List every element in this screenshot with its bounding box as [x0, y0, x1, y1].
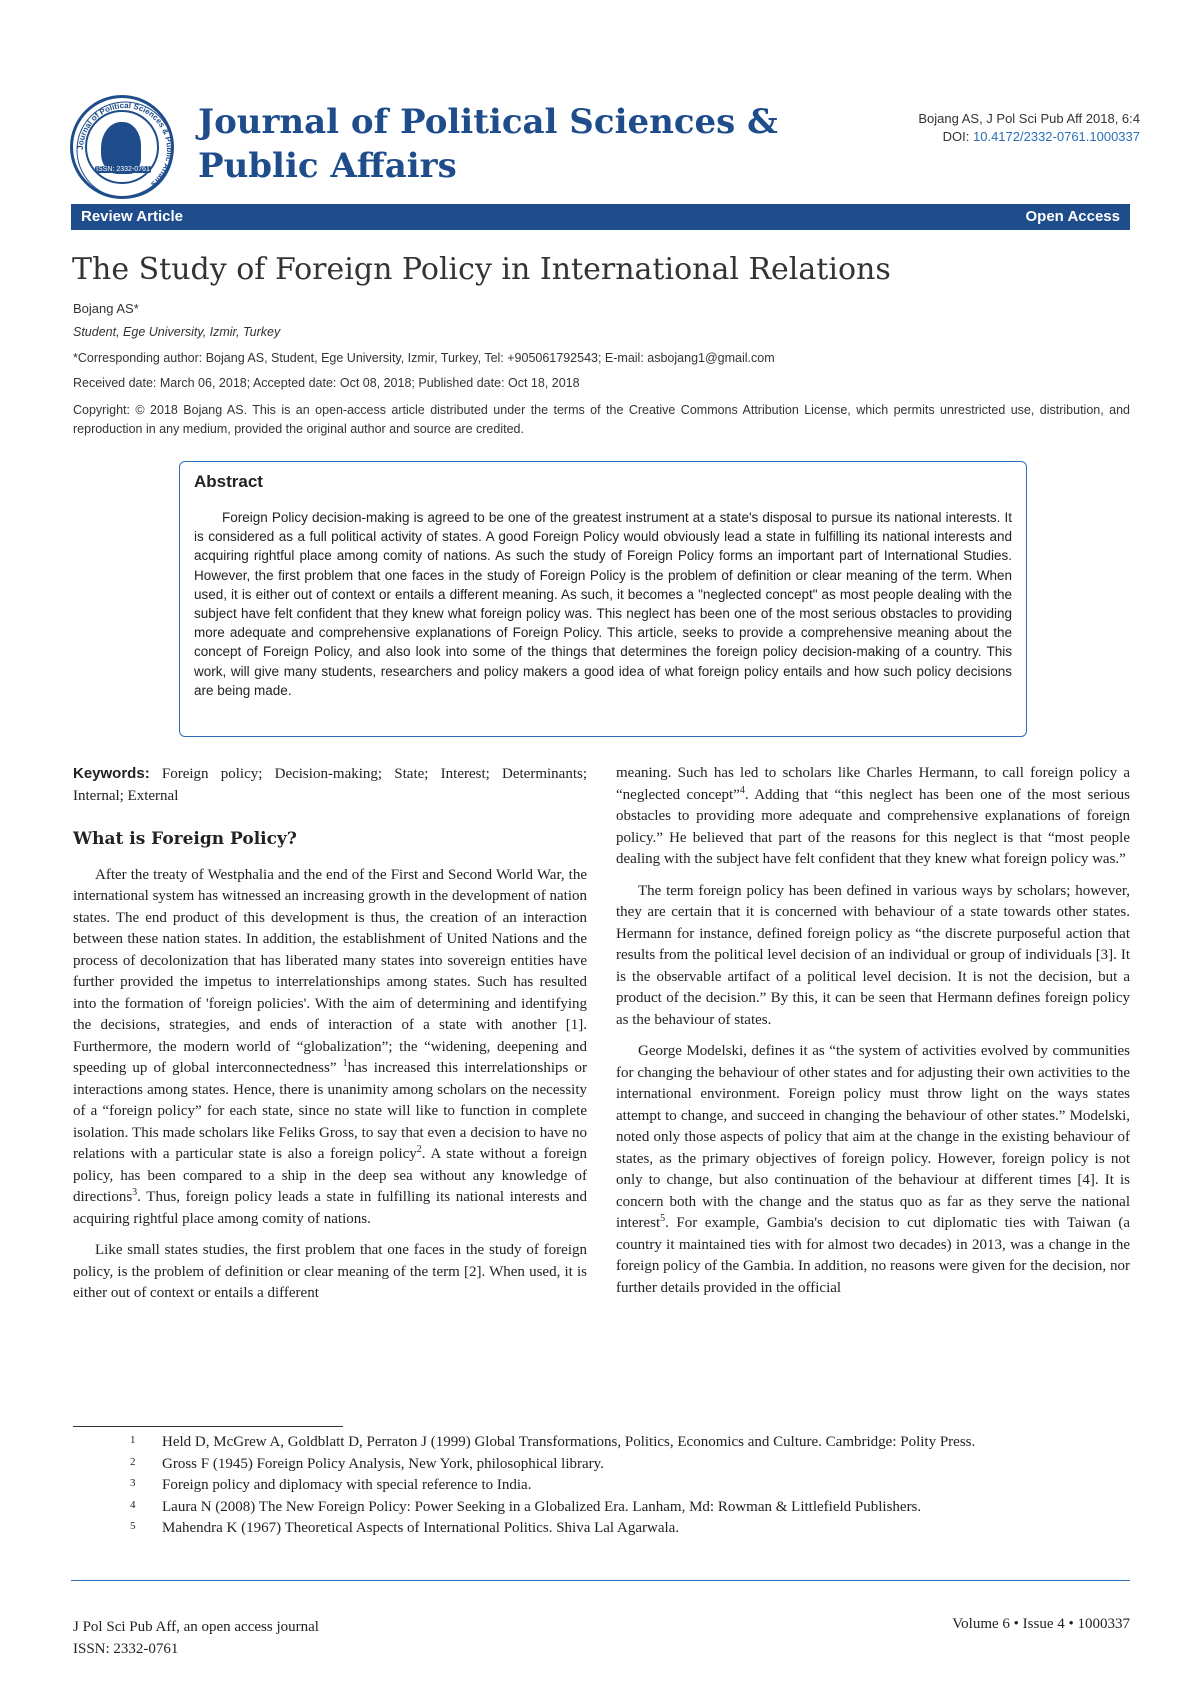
footnote	[120, 1454, 1130, 1476]
footnote-ref[interactable]: 3	[132, 1187, 138, 1198]
footnote	[120, 1432, 1130, 1454]
text-run: George Modelski, defines it as “the system of activities evolved by communities for changing the behaviour of other states and for adjusting their own activities to the international environment. Foreign policy must throw light on the ways states attempt to change, and succeed in changing the behaviour of other states.” Modelski, noted only those aspects of policy that aim at the change in the existing behaviour of states, as the primary objectives of foreign policy. However, foreign policy is not only to change, but also continuation of the behaviour at different times [4]. It is concern both with the change and the status quo as far as they serve the national interest	[616, 1043, 1130, 1231]
text-run: has increased this interrelationships or interactions among states. Hence, there is unanimity among scholars on the necessity of a “foreign policy” for each state, since no state will like to function in complete isolation. This made scholars like Feliks Gross, to say that even a decision to have no relations with a particular state is also a foreign policy	[73, 1060, 587, 1162]
authors: Bojang AS*	[73, 301, 139, 316]
keywords	[73, 763, 587, 807]
footnote-number: 5	[130, 1520, 136, 1532]
footnote-ref[interactable]: 5	[660, 1213, 666, 1224]
left-column	[73, 763, 587, 1315]
footnote-ref[interactable]: 1	[342, 1058, 348, 1069]
doi-label: DOI:	[942, 129, 970, 144]
left-paragraph-1	[73, 865, 587, 1231]
left-paragraph-2: Like small states studies, the first problem that one faces in the study of foreign policy, is the problem of definition or clear meaning of the term [2]. When used, it is either out of context or entails a different	[73, 1242, 587, 1301]
footnote-divider	[73, 1426, 343, 1427]
logo-issn: ISSN: 2332-0761	[96, 166, 150, 173]
right-paragraph-1	[616, 763, 1130, 871]
citation: Bojang AS, J Pol Sci Pub Aff 2018, 6:4	[918, 111, 1140, 126]
footnote-text: Gross F (1945) Foreign Policy Analysis, New York, philosophical library.	[162, 1455, 604, 1472]
right-paragraph-3	[616, 1041, 1130, 1299]
footnote-ref[interactable]: 2	[416, 1144, 422, 1155]
abstract-box	[179, 461, 1027, 737]
footer-volume: Volume 6 • Issue 4 • 1000337	[952, 1616, 1130, 1632]
article-dates: Received date: March 06, 2018; Accepted date: Oct 08, 2018; Published date: Oct 18, 2018	[73, 376, 580, 390]
journal-title: Journal of Political Sciences & Public Affairs	[198, 102, 778, 186]
copyright-notice: Copyright: © 2018 Bojang AS. This is an open-access article distributed under the terms of the Creative Commons Attribution License, which permits unrestricted use, distribution, and reproduction in any medium, provided the original author and source are credited.	[73, 403, 1130, 436]
abstract-heading: Abstract	[194, 472, 263, 491]
footnote-ref[interactable]: 4	[739, 784, 745, 796]
logo-ring-text: Journal of Political Sciences & Public Affairs	[75, 100, 175, 189]
footnote-number: 3	[130, 1477, 136, 1489]
keywords-list: Foreign policy; Decision-making; State; Interest; Determinants; Internal; External	[73, 766, 587, 804]
affiliation: Student, Ege University, Izmir, Turkey	[73, 325, 281, 339]
section-heading: What is Foreign Policy?	[73, 829, 297, 849]
right-column	[616, 763, 1130, 1309]
article-type: Review Article	[81, 208, 183, 225]
footer-journal-info	[73, 1616, 319, 1660]
footnote-text: Mahendra K (1967) Theoretical Aspects of International Politics. Shiva Lal Agarwala.	[162, 1520, 680, 1536]
paper-title: The Study of Foreign Policy in International Relations	[72, 252, 891, 287]
right-paragraph-2: The term foreign policy has been defined in various ways by scholars; however, they are certain that it is concerned with behaviour of a state towards other states. Hermann for instance, defined foreign policy as “the discrete purposeful action that results from the political level decision of an individual or group of individuals [3]. It is the observable artifact of a political level decision. It is not the decision, but a product of the decision.” By this, it can be seen that Hermann defines foreign policy as the behaviour of states.	[616, 882, 1130, 1028]
text-run: . For example, Gambia's decision to cut diplomatic ties with Taiwan (a country it maintained ties with for almost two decades) in 2013, was a change in the foreign policy of the Gambia. In addition, no reasons were given for the decision, nor further details provided in the official	[616, 1215, 1130, 1296]
footnote	[120, 1475, 1130, 1497]
text-run: . Adding that “this neglect has been one of the most serious obstacles to providing more adequate and comprehensive explanations of foreign policy.” He believed that part of the reasons for this neglect is that “most people dealing with the subject have felt confident that they knew what foreign policy was.”	[616, 786, 1130, 867]
text-run: meaning. Such has led to scholars like Charles Hermann, to call foreign policy a “neglected concept”	[616, 765, 1130, 803]
footer-divider	[71, 1580, 1130, 1581]
doi-link[interactable]: 10.4172/2332-0761.1000337	[973, 129, 1140, 144]
footnote	[120, 1518, 1130, 1540]
journal-logo	[70, 95, 174, 199]
footnote	[120, 1497, 1130, 1519]
open-access-label: Open Access	[1025, 208, 1120, 225]
footnote-number: 4	[130, 1498, 136, 1511]
footnote-number: 1	[130, 1434, 136, 1446]
text-run: . Thus, foreign policy leads a state in fulfilling its national interests and acquiring rightful place among comity of nations.	[73, 1189, 587, 1227]
text-run: . A state without a foreign policy, has been compared to a ship in the deep sea without any knowledge of directions	[73, 1146, 587, 1205]
keywords-label: Keywords:	[73, 765, 150, 782]
article-type-band	[71, 204, 1130, 230]
doi-line	[918, 128, 1140, 146]
footer-issn: ISSN: 2332-0761	[73, 1641, 179, 1657]
footnote-text: Laura N (2008) The New Foreign Policy: Power Seeking in a Globalized Era. Lanham, Md: Rowman & Littlefield Publishers.	[162, 1498, 922, 1515]
citation-block	[918, 110, 1140, 146]
footnotes	[120, 1432, 1130, 1540]
footnote-text: Foreign policy and diplomacy with special reference to India.	[162, 1477, 532, 1493]
abstract-text: Foreign Policy decision-making is agreed to be one of the greatest instrument at a state's disposal to pursue its national interests. It is considered as a full political activity of states. A good Foreign Policy would obviously lead a state in fulfilling its national interests and acquiring rightful place among comity of nations. As such the study of Foreign Policy forms an important part of International Studies. However, the first problem that one faces in the study of Foreign Policy is the problem of definition or clear meaning of the term. When used, it is either out of context or entails a different meaning. As such, it becomes a "neglected concept" as most people dealing with the subject have felt confident that they knew what foreign policy was. This neglect has been one of the most serious obstacles to providing more adequate and comprehensive explanations of Foreign Policy. This article, seeks to provide a comprehensive meaning about the concept of Foreign Policy, and also look into some of the things that determines the foreign policy decision-making of a country. This work, will give many students, researchers and policy makers a good idea of what foreign policy entails and how such policy decisions are being made.	[194, 510, 1012, 698]
corresponding-author: *Corresponding author: Bojang AS, Student, Ege University, Izmir, Turkey, Tel: +905061792543; E-mail: asbojang1@gmail.com	[73, 351, 775, 365]
footnote-number: 2	[130, 1455, 136, 1468]
footnote-text: Held D, McGrew A, Goldblatt D, Perraton J (1999) Global Transformations, Politics, Economics and Culture. Cambridge: Polity Press.	[162, 1434, 976, 1450]
footer-journal: J Pol Sci Pub Aff, an open access journal	[73, 1619, 319, 1635]
text-run: After the treaty of Westphalia and the end of the First and Second World War, the international system has witnessed an increasing growth in the development of nation states. The end product of this development is thus, the creation of an interaction between these nation states. In addition, the establishment of United Nations and the process of decolonization that has liberated many states into sovereign entities have further provided the impetus to interrelationships among states. Such has resulted into the formation of 'foreign policies'. With the aim of determining and identifying the decisions, strategies, and ends of interaction of a state with another [1]. Furthermore, the modern world of “globalization”; the “widening, deepening and speeding up of global interconnectedness”	[73, 866, 587, 1076]
